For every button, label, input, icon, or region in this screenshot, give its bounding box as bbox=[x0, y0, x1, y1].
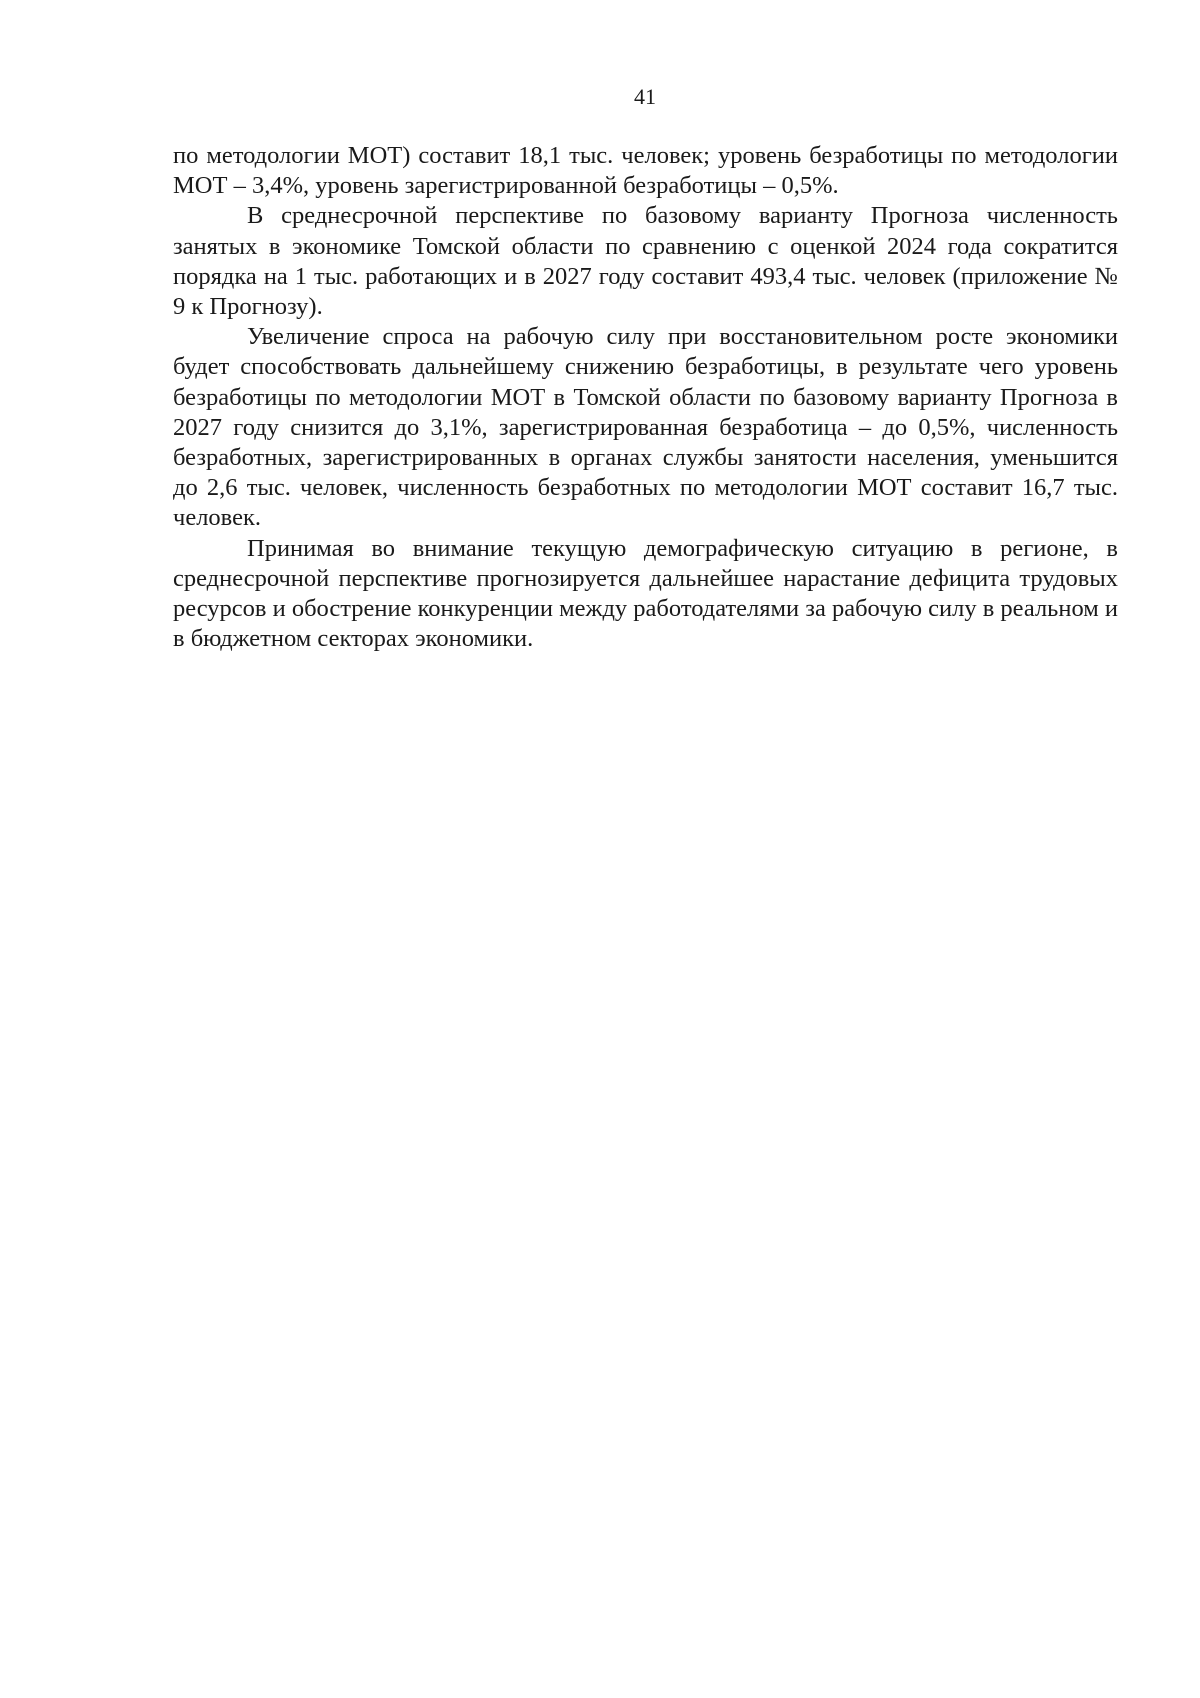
document-body bbox=[173, 141, 1118, 654]
paragraph-continuation: по методологии МОТ) составит 18,1 тыс. человек; уровень безработицы по методологии МОТ – 3,4%, уровень зарегистрированной безработицы – 0,5%. bbox=[173, 142, 1118, 200]
paragraph-labor-deficit: Принимая во внимание текущую демографическую ситуацию в регионе, в среднесрочной перспективе прогнозируется дальнейшее нарастание дефицита трудовых ресурсов и обострение конкуренции между работодателями за рабочую силу в реальном и в бюджетном секторах экономики. bbox=[173, 534, 1118, 653]
paragraph-employment-forecast: В среднесрочной перспективе по базовому варианту Прогноза численность занятых в экономике Томской области по сравнению с оценкой 2024 года сократится порядка на 1 тыс. работающих и в 2027 году составит 493,4 тыс. человек (приложение № 9 к Прогнозу). bbox=[173, 202, 1118, 321]
paragraph-unemployment-forecast: Увеличение спроса на рабочую силу при восстановительном росте экономики будет способствовать дальнейшему снижению безработицы, в результате чего уровень безработицы по методологии МОТ в Томской области по базовому варианту Прогноза в 2027 году снизится до 3,1%, зарегистрированная безработица – до 0,5%, численность безработных, зарегистрированных в органах службы занятости населения, уменьшится до 2,6 тыс. человек, численность безработных по методологии МОТ составит 16,7 тыс. человек. bbox=[173, 323, 1118, 532]
page-number: 41 bbox=[634, 84, 656, 109]
